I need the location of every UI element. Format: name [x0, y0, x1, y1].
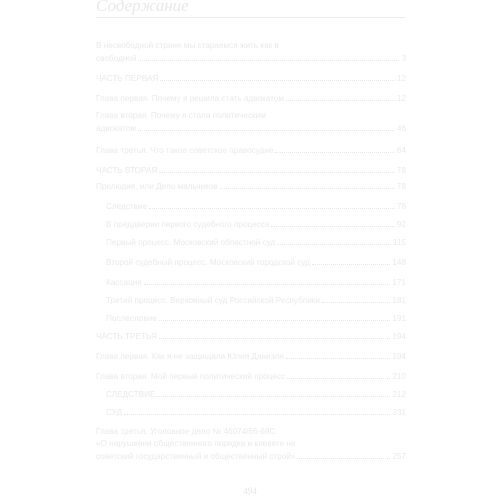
leader-dots — [275, 144, 394, 153]
leader-dots — [286, 92, 395, 101]
toc-entry-title: В несвободной стране мы стараемся жить как в — [96, 41, 279, 50]
toc-entry-title: Глава вторая. Мой первый политический процесс — [96, 372, 286, 381]
leader-dots — [138, 122, 395, 131]
toc-entry — [106, 276, 406, 289]
toc-entry-page: 12 — [396, 74, 406, 83]
toc-entry-line — [96, 180, 406, 193]
toc-entry-title: Глава третья. Уголовное дело № 46074/66-68С — [96, 427, 276, 436]
leader-dots — [159, 312, 390, 321]
toc-entry-page: 210 — [392, 372, 406, 381]
toc-entry-line — [106, 388, 406, 401]
toc-entry-page: 212 — [392, 390, 406, 399]
toc-entry-title: В преддверии первого судебного процесса — [106, 220, 270, 229]
toc-entry-title: Послесловие — [106, 314, 157, 323]
leader-dots — [287, 370, 390, 379]
toc-entry-title: Первый процесс. Московский областной суд — [106, 238, 276, 247]
toc-entry-title: Третий процесс. Верховный суд Российской Республики — [106, 296, 320, 305]
toc-entry-page: 78 — [396, 182, 406, 191]
toc-entry-title: советский государственный и общественный строй» — [96, 452, 296, 461]
toc-entry-page: 231 — [392, 408, 406, 417]
toc-entry-title: Кассация — [106, 278, 142, 287]
toc-entry — [106, 200, 406, 213]
leader-dots — [157, 388, 390, 397]
toc-entry-page: 92 — [396, 220, 406, 229]
toc-entry — [106, 218, 406, 231]
toc-entry-line — [96, 110, 406, 122]
toc-entry-page: 191 — [392, 314, 406, 323]
toc-entry — [96, 164, 406, 177]
toc-entry-title: Глава первая. Как я не защищала Юлия Даниэля — [96, 352, 284, 361]
toc-entry-page: 257 — [392, 452, 406, 461]
leader-dots — [138, 52, 399, 61]
page-number: 494 — [243, 486, 257, 496]
toc-entry-line — [96, 370, 406, 383]
toc-entry-title: СЛЕДСТВИЕ — [106, 390, 156, 399]
toc-entry-line — [96, 450, 406, 463]
toc-entry-title: Второй судебный процесс. Московский городской суд — [106, 258, 310, 267]
toc-entry-title: Прелюдия, или Дело мальчиков — [96, 182, 218, 191]
toc-entry — [106, 312, 406, 325]
leader-dots — [159, 164, 395, 173]
leader-dots — [160, 72, 394, 81]
leader-dots — [144, 276, 391, 285]
toc-entry-line — [96, 350, 406, 363]
toc-entry — [106, 256, 406, 269]
leader-dots — [277, 236, 391, 245]
leader-dots — [322, 294, 390, 303]
toc-entry-line — [96, 52, 406, 65]
toc-entry-line — [96, 164, 406, 177]
leader-dots — [297, 450, 390, 459]
toc-entry-line — [96, 426, 406, 438]
toc-entry — [96, 144, 406, 157]
leader-dots — [149, 200, 395, 209]
toc-entry-title: Глава первая. Почему я решила стать адвокатом — [96, 94, 284, 103]
toc-entry-page: 194 — [392, 332, 406, 341]
toc-entry-line — [96, 438, 406, 450]
toc-entry — [96, 180, 406, 193]
toc-entry — [96, 72, 406, 85]
leader-dots — [124, 406, 390, 415]
toc-entry — [96, 110, 406, 135]
toc-entry — [106, 294, 406, 307]
toc-entry — [96, 40, 406, 65]
toc-entry-line — [106, 218, 406, 231]
toc-entry-title: Глава вторая. Почему я стала политическим — [96, 111, 266, 120]
toc-entry — [96, 92, 406, 105]
toc-entry — [96, 330, 406, 343]
toc-entry-page: 78 — [396, 202, 406, 211]
toc-entry-page: 64 — [396, 146, 406, 155]
toc-entry-line — [106, 236, 406, 249]
toc-entry — [106, 406, 406, 419]
toc-entry-title: «О нарушении общественного порядка и клевете на — [96, 439, 296, 448]
toc-entry-title: Глава третья. Что такое советское правосудие — [96, 146, 274, 155]
toc-entry-line — [106, 276, 406, 289]
toc-entry-title: свободной — [96, 54, 137, 63]
toc-entry-title: Следствие — [106, 202, 148, 211]
toc-entry-page: 171 — [392, 278, 406, 287]
toc-entry-page: 3 — [401, 54, 406, 63]
toc-entry-line — [96, 144, 406, 157]
toc-entry-line — [106, 256, 406, 269]
toc-entry-title: адвокатом — [96, 124, 137, 133]
toc-entry — [96, 370, 406, 383]
toc-entry-line — [106, 294, 406, 307]
toc-entry-line — [96, 40, 406, 52]
toc-entry-title: ЧАСТЬ ВТОРАЯ — [96, 166, 158, 175]
toc-entry-title: ЧАСТЬ ТРЕТЬЯ — [96, 332, 157, 341]
toc-entry-page: 115 — [392, 238, 406, 247]
leader-dots — [286, 350, 390, 359]
toc-entry-title: ЧАСТЬ ПЕРВАЯ — [96, 74, 159, 83]
toc-entry — [96, 426, 406, 463]
leader-dots — [159, 330, 390, 339]
toc-entry-line — [106, 200, 406, 213]
toc-entry — [106, 236, 406, 249]
page-title: Содержание — [96, 0, 189, 15]
leader-dots — [220, 180, 395, 189]
toc-entry-line — [96, 92, 406, 105]
toc-entry-line — [96, 72, 406, 85]
toc-entry-page: 46 — [396, 124, 406, 133]
toc-entry-line — [96, 122, 406, 135]
toc-entry-page: 148 — [392, 258, 406, 267]
toc-entry — [96, 350, 406, 363]
leader-dots — [312, 256, 390, 265]
toc-entry-page: 181 — [392, 296, 406, 305]
leader-dots — [271, 218, 394, 227]
toc-entry-page: 78 — [396, 166, 406, 175]
toc-entry-line — [106, 312, 406, 325]
toc-entry-page: 12 — [396, 94, 406, 103]
toc-entry-title: СУД — [106, 408, 123, 417]
toc-entry — [106, 388, 406, 401]
title-rule — [96, 17, 406, 18]
toc-entry-page: 194 — [392, 352, 406, 361]
toc-entry-line — [96, 330, 406, 343]
toc-entry-line — [106, 406, 406, 419]
